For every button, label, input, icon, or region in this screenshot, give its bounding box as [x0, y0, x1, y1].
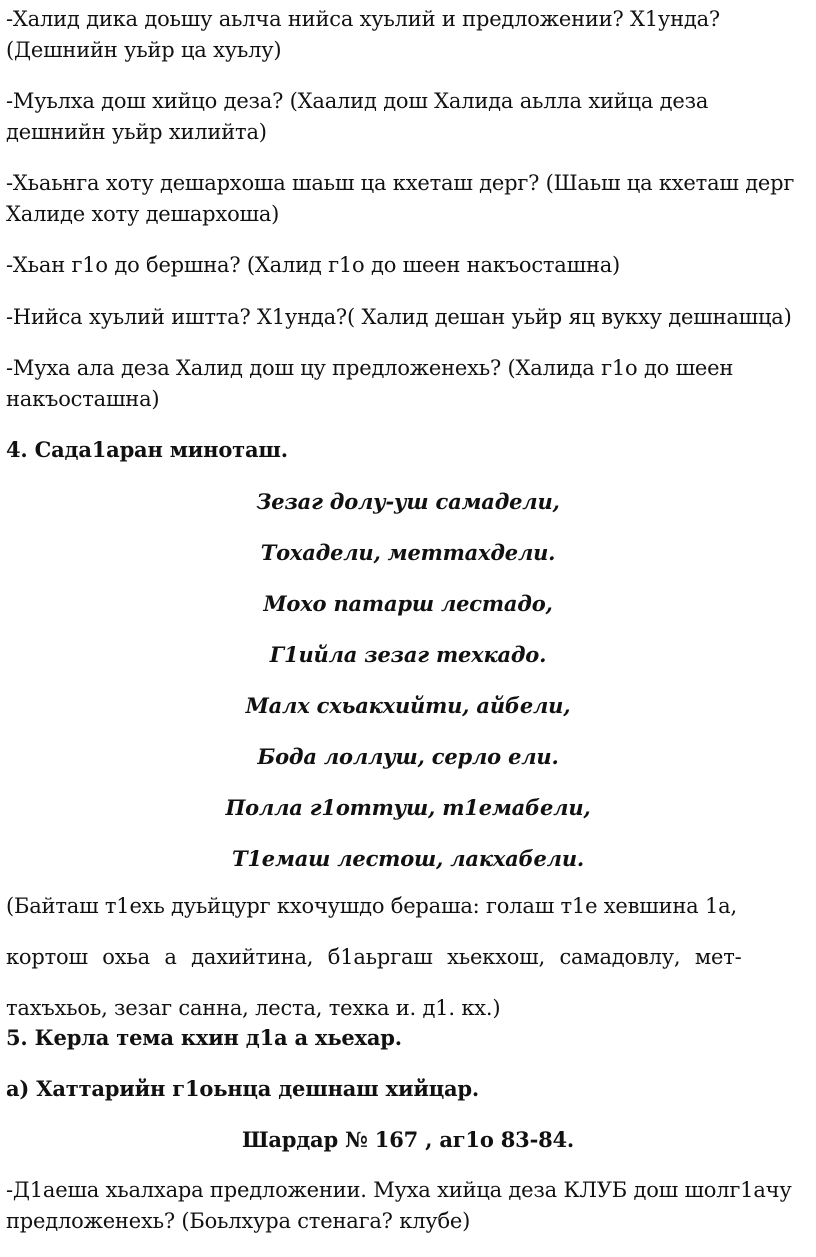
question-6-line-1: -Муха ала деза Халид дош цу предложенехь? (Халида г1о до шеен — [6, 356, 734, 380]
poem-line: Малх схьакхийти, айбели, — [245, 693, 571, 718]
poem-line: Бода лоллуш, серло ели. — [257, 744, 559, 769]
section-4-heading: 4. Сада1аран миноташ. — [6, 437, 288, 462]
instruction-line-3: тахъхьоь, зезаг санна, леста, техка и. д1. кх.) — [6, 996, 501, 1020]
question-1-line-2: (Дешнийн уьйр ца хуьлу) — [6, 38, 282, 62]
question-6-line-2: накъосташна) — [6, 387, 160, 411]
question-4-line-1: -Хьан г1о до бершна? (Халид г1о до шеен накъосташна) — [6, 253, 621, 277]
question-3-line-1: -Хьаьнга хоту дешархоша шаьш ца кхеташ дерг? (Шаьш ца кхеташ дерг — [6, 171, 795, 195]
question-5-line-1: -Нийса хуьлий иштта? Х1унда?( Халид дешан уьйр яц вукху дешнашца) — [6, 305, 792, 329]
poem-line: Мохо патарш лестадо, — [263, 591, 553, 616]
question-2-line-1: -Муьлха дош хийцо деза? (Хаалид дош Халида аьлла хийца деза — [6, 89, 709, 113]
poem-line: Полла г1оттуш, т1емабели, — [225, 795, 591, 820]
poem-line: Г1ийла зезаг техкадо. — [269, 642, 547, 667]
instruction-line-1: (Байташ т1ехь дуьйцург кхочушдо бераша: голаш т1е хевшина 1а, — [6, 894, 737, 918]
poem-line: Т1емаш лестош, лакхабели. — [231, 846, 585, 871]
exercise-reference: Шардар № 167 , аг1о 83-84. — [241, 1127, 575, 1152]
final-question-line-1: -Д1аеша хьалхара предложении. Муха хийца деза КЛУБ дош шолг1ачу — [6, 1178, 792, 1202]
section-5-subheading: а) Хаттарийн г1оьнца дешнаш хийцар. — [6, 1076, 480, 1101]
instruction-line-2: кортош охьа а дахийтина, б1аьргаш хьекхош, самадовлу, мет- — [6, 945, 742, 969]
poem-line: Зезаг долу-уш самадели, — [256, 489, 560, 514]
poem-line: Тохадели, меттахдели. — [260, 540, 556, 565]
question-2-line-2: дешнийн уьйр хилийта) — [6, 120, 267, 144]
final-question-line-2: предложенехь? (Боьлхура стенага? клубе) — [6, 1209, 471, 1233]
question-1-line-1: -Халид дика доьшу аьлча нийса хуьлий и предложении? Х1унда? — [6, 7, 720, 31]
question-3-line-2: Халиде хоту дешархоша) — [6, 202, 280, 226]
section-5-heading: 5. Керла тема кхин д1а а хьехар. — [6, 1025, 402, 1050]
